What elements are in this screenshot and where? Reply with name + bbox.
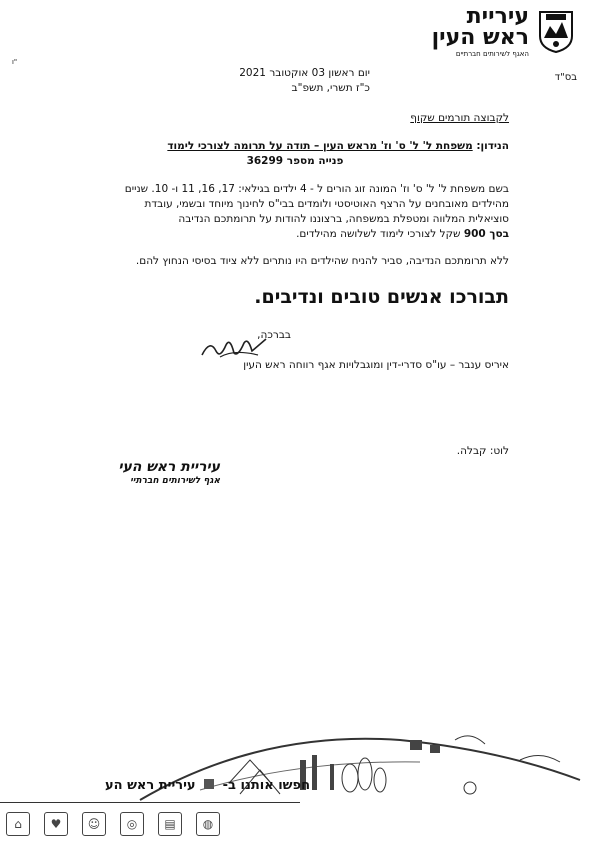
- body-line: סוציאלית המלווה ומטפלת במשפחה, ברצוננו להודות על תרומתכם הנדיבה: [178, 213, 509, 225]
- recipient: לקבוצה תורמים שקוף: [410, 112, 509, 124]
- date-hebrew: כ"ז תשרי, תשפ"ב: [291, 82, 370, 94]
- stamp-line-1: עיריית ראש העי: [118, 459, 220, 475]
- blessing: תבורכו אנשים טובים ונדיבים.: [254, 286, 509, 308]
- stamp-line-2: אגף לשירותים חברתיי: [130, 476, 220, 486]
- department-name: האגף לשירותים חברתיים: [455, 50, 529, 58]
- subject-line: [69, 139, 509, 154]
- book-icon: ▤: [158, 812, 182, 836]
- footer-divider: [0, 802, 300, 803]
- people-icon: ☺: [82, 812, 106, 836]
- body-line: בשם משפחת ל' ל' ס' וז' המונה זוג הורים ל - 4 ילדים בגילאי: 17, 16, 11 ו- 10. שניים: [124, 183, 509, 195]
- subject-reference: פנייה מספר 36299: [246, 155, 344, 167]
- page-mark: ו": [12, 58, 18, 66]
- footer-icon-square: [204, 779, 214, 789]
- home-icon: ⌂: [6, 812, 30, 836]
- body-line: מהילדים מאובחנים על הרצף האוטיסטי ולומדים בבי"ס לחינוך מיוחד ובשמי, עובדת: [144, 198, 509, 210]
- subject-title: משפחת ל' ל' ס' וז' מראש העין – תודה על תרומה לצורכי לימוד: [167, 140, 473, 152]
- municipality-name-line2: ראש העין: [431, 25, 529, 50]
- city-emblem-icon: [536, 8, 576, 54]
- footer-slogan-text: חפשו אותנו ב-: [222, 778, 310, 793]
- heart-icon: ♥: [44, 812, 68, 836]
- city-landscape-illustration: [0, 700, 607, 810]
- body-paragraph-1: [89, 182, 509, 242]
- bsd-mark: בס"ד: [554, 72, 577, 83]
- subject-prefix: הנידון:: [476, 140, 509, 152]
- body-paragraph-2: ללא תרומתכם הנדיבה, סביר להניח שהילדים היו נותרים ללא ציוד בסיסי הנחוץ להם.: [135, 255, 509, 267]
- body-line: [89, 227, 509, 242]
- attachment-note: לוט: קבלה.: [456, 445, 509, 457]
- signer-name: איריס ענבר – עו"ס סדרי-דין ומוגבלויות אגף רווחה ראש העין: [243, 359, 509, 371]
- globe-icon: ◍: [196, 812, 220, 836]
- footer-municipality: עיריית ראש הע: [104, 778, 196, 793]
- footer-slogan: [10, 778, 310, 793]
- donation-amount: בסך 900: [463, 228, 509, 240]
- target-icon: ◎: [120, 812, 144, 836]
- date-gregorian: יום ראשון 03 אוקטובר 2021: [239, 67, 370, 79]
- footer-icon-row: [6, 812, 226, 842]
- body-line-rest: שקל לצורכי לימוד לשלושה מהילדים.: [296, 228, 461, 240]
- closing-greeting: בברכה,: [257, 329, 291, 341]
- municipality-name-line1: עיריית: [466, 4, 529, 29]
